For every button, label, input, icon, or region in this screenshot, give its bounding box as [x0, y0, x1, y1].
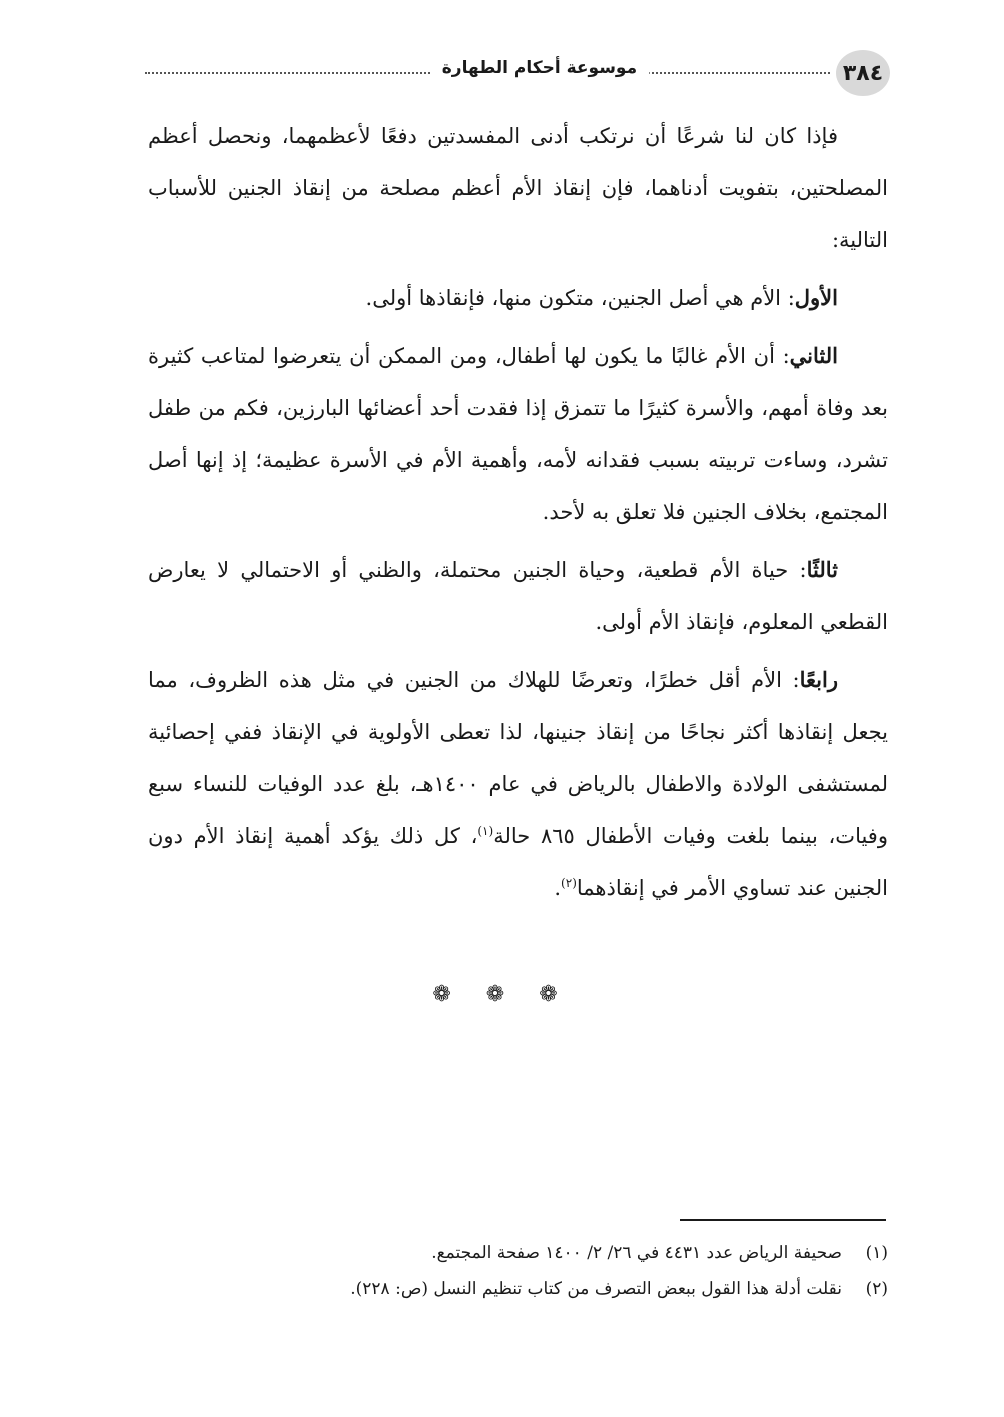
reason-paragraph-2 [148, 330, 888, 538]
reason-text: : الأم هي أصل الجنين، متكون منها، فإنقاذها أولى. [365, 286, 795, 310]
reason-text: : أن الأم غالبًا ما يكون لها أطفال، ومن الممكن أن يتعرضوا لمتاعب كثيرة بعد وفاة أمهم، والأسرة كثيرًا ما تتمزق إذا فقدت أحد أعضائها البارزين، فكم من طفل تشرد، وساءت تربيته بسبب فقدانه لأمه، وأهمية الأم في الأسرة عظيمة؛ إذ إنها أصل المجتمع، بخلاف الجنين فلا تعلق به لأحد. [148, 344, 888, 524]
footnote-number: (٢) [865, 1279, 888, 1299]
reason-heading: الأول [794, 285, 838, 310]
footnotes [148, 1235, 888, 1307]
reason-text-end: . [554, 876, 562, 900]
footnote-2 [148, 1271, 888, 1307]
reason-paragraph-4 [148, 654, 888, 914]
footnote-number: (١) [865, 1243, 888, 1263]
footnote-ref-1[interactable]: (١) [477, 824, 494, 838]
reason-heading: الثاني [789, 343, 838, 368]
footnote-separator-rule [680, 1219, 886, 1221]
intro-paragraph: فإذا كان لنا شرعًا أن نرتكب أدنى المفسدتين دفعًا لأعظمهما، ونحصل أعظم المصلحتين، بتفويت أدناهما، فإن إنقاذ الأم أعظم مصلحة من إنقاذ الجنين للأسباب التالية: [148, 124, 888, 252]
header-book-title: موسوعة أحكام الطهارة [430, 58, 649, 78]
reason-text-continued: ، كل ذلك يؤكد أهمية إنقاذ الأم دون الجنين عند تساوي الأمر في إنقاذهما [148, 824, 888, 900]
reason-text: : حياة الأم قطعية، وحياة الجنين محتملة، والظني أو الاحتمالي لا يعارض القطعي المعلوم، فإنقاذ الأم أولى. [148, 558, 888, 634]
section-divider-ornament-icon: ❁ ❁ ❁ [432, 982, 572, 1007]
footnote-ref-2[interactable]: (٢) [561, 876, 577, 890]
reason-heading: رابعًا [799, 667, 838, 692]
footnote-text: صحيفة الرياض عدد ٤٤٣١ في ٢٦/ ٢/ ١٤٠٠ صفحة المجتمع. [431, 1243, 842, 1263]
footnote-1 [148, 1235, 888, 1271]
footnote-text: نقلت أدلة هذا القول ببعض التصرف من كتاب تنظيم النسل (ص: ٢٢٨). [350, 1279, 842, 1299]
page-number-badge: ٣٨٤ [836, 50, 890, 96]
reason-text: : الأم أقل خطرًا، وتعرضًا للهلاك من الجنين في مثل هذه الظروف، مما يجعل إنقاذها أكثر نجاحًا من إنقاذ جنينها، لذا تعطى الأولوية في الإنقاذ ففي إحصائية لمستشفى الولادة والاطفال بالرياض في عام ١٤٠٠هـ، بلغ عدد الوفيات للنساء سبع وفيات، بينما بلغت وفيات الأطفال ٨٦٥ حالة [148, 668, 888, 848]
reason-heading: ثالثًا [806, 557, 838, 582]
running-header [145, 48, 890, 98]
main-text [148, 110, 888, 920]
reason-paragraph-3 [148, 544, 888, 648]
reason-paragraph-1 [148, 272, 888, 324]
